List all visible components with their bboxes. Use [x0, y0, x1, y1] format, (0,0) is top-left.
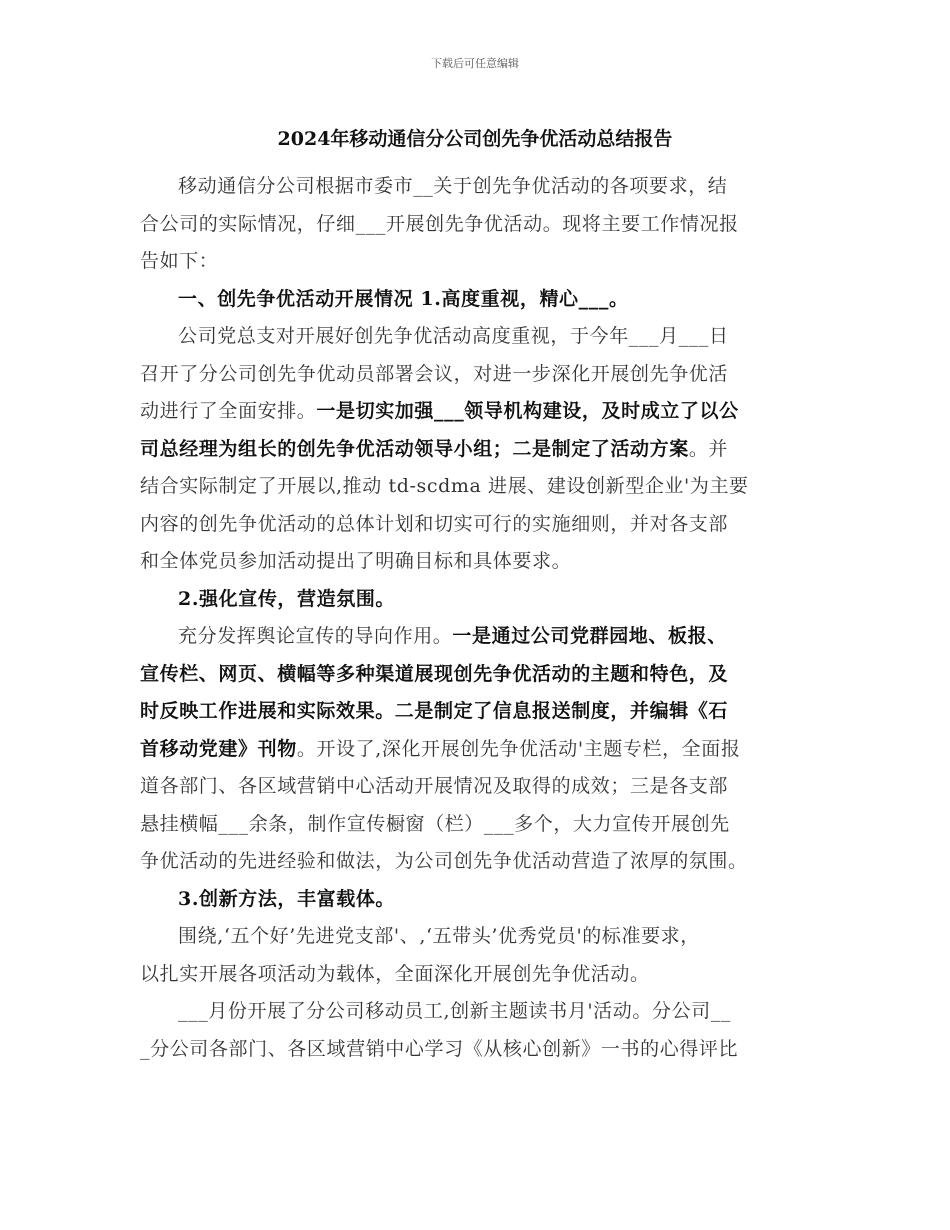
text-line: 公司党总支对开展好创先争优活动高度重视，于今年___月___日 — [178, 325, 729, 347]
text-line: 争优活动的先进经验和做法，为公司创先争优活动营造了浓厚的氛围。 — [140, 850, 748, 872]
bold-text-run: 一是通过公司党群园地、板报、 — [452, 625, 727, 647]
paragraph-intro — [140, 168, 812, 281]
text-line: 和全体党员参加活动提出了明确目标和具体要求。 — [140, 550, 572, 572]
bold-text-line: 宣传栏、网页、横幅等多种渠道展现创先争优活动的主题和特色，及 — [140, 662, 729, 685]
text-run: 充分发挥舆论宣传的导向作用。 — [178, 625, 453, 647]
bold-text-line: 时反映工作进展和实际效果。二是制定了信息报送制度，并编辑《石 — [140, 700, 729, 722]
text-line — [140, 618, 812, 656]
text-line: 结合实际制定了开展以,推动 td-scdma 进展、建设创新型企业'为主要 — [140, 475, 749, 497]
text-line: 合公司的实际情况，仔细___开展创先争优活动。现将主要工作情况报 — [140, 212, 739, 235]
bold-text-run: 一是切实加强___领导机构建设，及时成立了以公 — [316, 400, 739, 422]
section-heading-3: 3.创新方法，丰富载体。 — [178, 887, 396, 910]
text-run: 。开设了,深化开展创先争优活动'主题专栏，全面报 — [296, 737, 741, 760]
paragraph-methods — [140, 918, 812, 993]
text-line: 围绕,‘五个好’先进党支部'、,‘五带头’优秀党员'的标准要求， — [178, 925, 700, 947]
text-line: 移动通信分公司根据市委市__关于创先争优活动的各项要求，结 — [178, 175, 728, 197]
text-run: 动进行了全面安排。 — [140, 400, 317, 422]
text-line — [140, 731, 812, 769]
paragraph-leadership — [140, 318, 812, 581]
text-line: 内容的创先争优活动的总体计划和切实可行的实施细则，并对各支部 — [140, 512, 729, 535]
text-line: 告如下： — [140, 250, 219, 272]
text-line — [140, 431, 812, 469]
text-line — [140, 393, 812, 431]
paragraph-publicity — [140, 618, 812, 881]
section-heading-2: 2.强化宣传，营造氛围。 — [178, 587, 396, 610]
text-run: 。并 — [688, 437, 729, 460]
text-line: 以扎实开展各项活动为载体，全面深化开展创先争优活动。 — [140, 962, 650, 985]
text-line: 召开了分公司创先争优动员部署会议，对进一步深化开展创先争优活 — [140, 362, 729, 385]
page-header: 下载后可任意编辑 — [431, 57, 519, 70]
paragraph-reading-month — [140, 993, 812, 1068]
document-body — [140, 168, 812, 1068]
text-line: ___月份开展了分公司移动员工,创新主题读书月'活动。分公司__ — [178, 1000, 731, 1022]
document-title: 2024年移动通信分公司创先争优活动总结报告 — [277, 128, 673, 150]
text-line: _分公司各部门、各区域营销中心学习《从核心创新》一书的心得评比 — [140, 1037, 739, 1060]
bold-text-run: 司总经理为组长的创先争优活动领导小组；二是制定了活动方案 — [140, 437, 689, 460]
text-line: 道各部门、各区域营销中心活动开展情况及取得的成效；三是各支部 — [140, 775, 729, 797]
bold-text-run: 首移动党建》刊物 — [140, 737, 297, 760]
section-heading-1: 一、创先争优活动开展情况 1.高度重视，精心___。 — [178, 287, 629, 310]
text-line: 悬挂横幅___余条，制作宣传橱窗（栏）___多个，大力宣传开展创先 — [140, 812, 730, 835]
